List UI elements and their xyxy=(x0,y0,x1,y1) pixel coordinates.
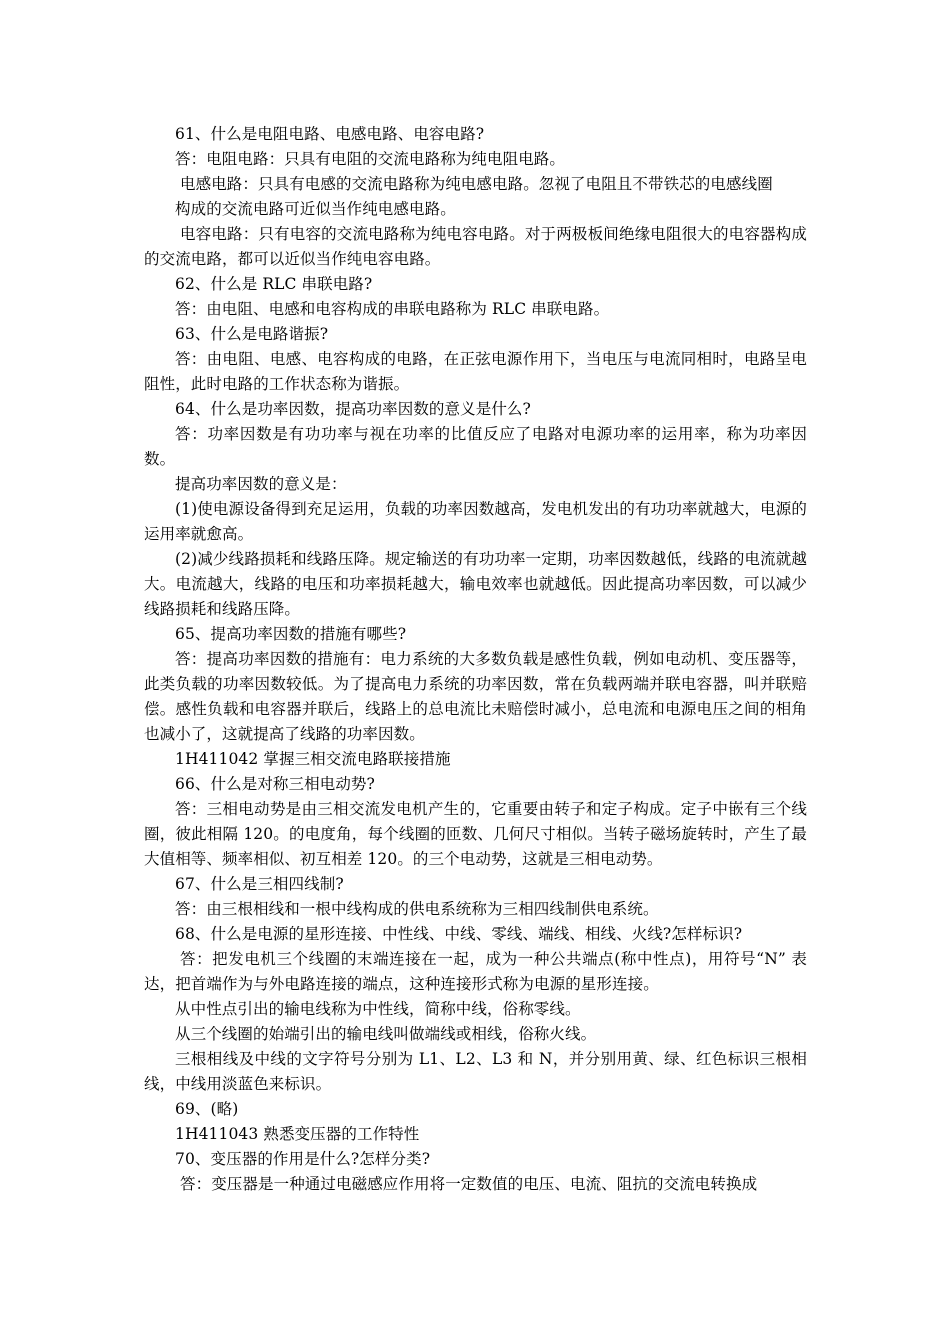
paragraph: (1)使电源设备得到充足运用，负载的功率因数越高，发电机发出的有功功率就越大，电源的运用率就愈高。 xyxy=(144,500,807,543)
paragraph: (2)减少线路损耗和线路压降。规定输送的有功功率一定期，功率因数越低，线路的电流就越大。电流越大，线路的电压和功率损耗越大，输电效率也就越低。因此提高功率因数，可以减少线路损耗和线路压降。 xyxy=(144,550,807,618)
paragraph: 答：三相电动势是由三相交流发电机产生的，它重要由转子和定子构成。定子中嵌有三个线圈，彼此相隔 120。的电度角，每个线圈的匝数、几何尺寸相似。当转子磁场旋转时，产生了最大值相等、频率相似、初互相差 120。的三个电动势，这就是三相电动势。 xyxy=(144,800,807,868)
paragraph: 提高功率因数的意义是： xyxy=(175,475,347,493)
section-heading: 1H411042 掌握三相交流电路联接措施 xyxy=(175,750,451,768)
paragraph: 答：把发电机三个线圈的末端连接在一起，成为一种公共端点(称中性点)，用符号“N” 表达，把首端作为与外电路连接的端点，这种连接形式称为电源的星形连接。 xyxy=(144,950,807,993)
paragraph: 三根相线及中线的文字符号分别为 L1、L2、L3 和 N，并分别用黄、绿、红色标识三根相线，中线用淡蓝色来标识。 xyxy=(144,1050,807,1093)
paragraph: 答：电阻电路：只具有电阻的交流电路称为纯电阻电路。 xyxy=(175,150,566,168)
paragraph: 答：由三根相线和一根中线构成的供电系统称为三相四线制供电系统。 xyxy=(175,900,659,918)
paragraph: 67、什么是三相四线制? xyxy=(175,875,344,893)
paragraph: 电感电路：只具有电感的交流电路称为纯电感电路。忽视了电阻且不带铁芯的电感线圈 xyxy=(180,175,773,193)
paragraph: 69、(略) xyxy=(175,1100,239,1118)
paragraph: 61、什么是电阻电路、电感电路、电容电路? xyxy=(175,125,485,143)
paragraph: 从三个线圈的始端引出的输电线叫做端线或相线，俗称火线。 xyxy=(175,1025,597,1043)
paragraph: 答：提高功率因数的措施有：电力系统的大多数负载是感性负载，例如电动机、变压器等，此类负载的功率因数较低。为了提高电力系统的功率因数，常在负载两端并联电容器，叫并联赔偿。感性负载和电容器并联后，线路上的总电流比未赔偿时减小，总电流和电源电压之间的相角也减小了，这就提高了线路的功率因数。 xyxy=(144,650,807,743)
paragraph: 答：由电阻、电感和电容构成的串联电路称为 RLC 串联电路。 xyxy=(175,300,610,318)
paragraph: 66、什么是对称三相电动势? xyxy=(175,775,375,793)
paragraph: 答：功率因数是有功功率与视在功率的比值反应了电路对电源功率的运用率，称为功率因数。 xyxy=(144,425,807,468)
paragraph: 答：由电阻、电感、电容构成的电路，在正弦电源作用下，当电压与电流同相时，电路呈电阻性，此时电路的工作状态称为谐振。 xyxy=(144,350,807,393)
paragraph: 63、什么是电路谐振? xyxy=(175,325,329,343)
paragraph: 62、什么是 RLC 串联电路? xyxy=(175,275,373,293)
section-heading: 1H411043 熟悉变压器的工作特性 xyxy=(175,1125,420,1143)
document-body xyxy=(144,122,807,1197)
paragraph: 电容电路：只有电容的交流电路称为纯电容电路。对于两极板间绝缘电阻很大的电容器构成的交流电路，都可以近似当作纯电容电路。 xyxy=(144,225,807,268)
paragraph: 68、什么是电源的星形连接、中性线、中线、零线、端线、相线、火线?怎样标识? xyxy=(175,925,743,943)
paragraph: 答：变压器是一种通过电磁感应作用将一定数值的电压、电流、阻抗的交流电转换成 xyxy=(180,1175,758,1193)
paragraph: 从中性点引出的输电线称为中性线，简称中线，俗称零线。 xyxy=(175,1000,581,1018)
paragraph: 64、什么是功率因数，提高功率因数的意义是什么? xyxy=(175,400,531,418)
paragraph: 70、变压器的作用是什么?怎样分类? xyxy=(175,1150,431,1168)
paragraph: 65、提高功率因数的措施有哪些? xyxy=(175,625,407,643)
paragraph: 构成的交流电路可近似当作纯电感电路。 xyxy=(175,200,456,218)
